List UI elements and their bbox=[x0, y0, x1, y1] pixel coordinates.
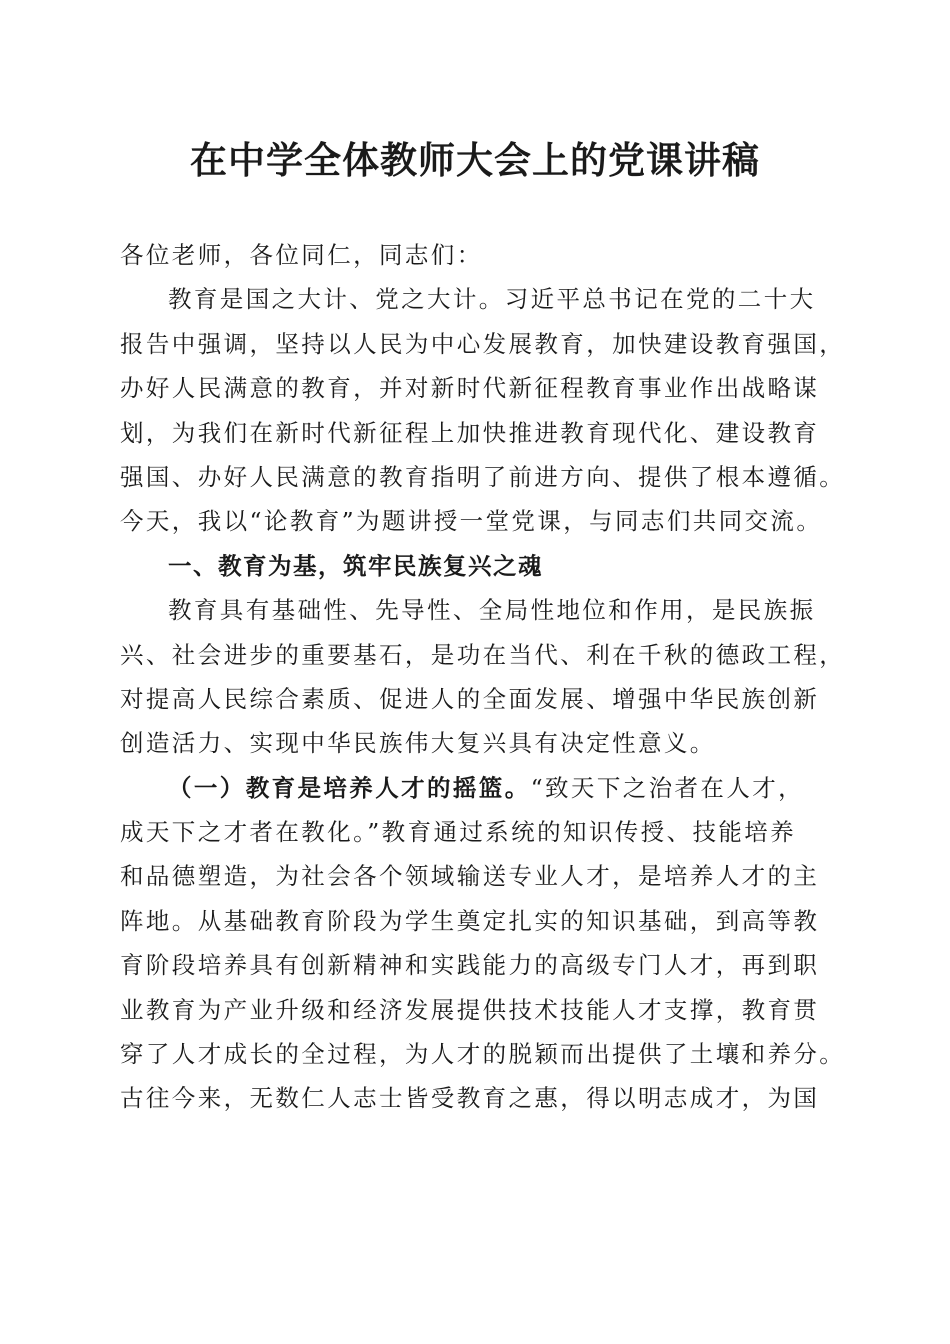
paragraph-line: 穿了人才成长的全过程，为人才的脱颖而出提供了土壤和养分。 bbox=[120, 1040, 846, 1069]
paragraph-line: 教育具有基础性、先导性、全局性地位和作用，是民族振 bbox=[168, 596, 816, 625]
paragraph-line: 育阶段培养具有创新精神和实践能力的高级专门人才，再到职 bbox=[120, 951, 820, 980]
subsection-line bbox=[120, 766, 844, 810]
paragraph-line: 兴、社会进步的重要基石，是功在当代、利在千秋的德政工程， bbox=[120, 640, 846, 669]
subsection-heading: （一）教育是培养人才的摇篮。 bbox=[168, 773, 531, 802]
paragraph-line: 教育是国之大计、党之大计。习近平总书记在党的二十大 bbox=[168, 285, 816, 314]
paragraph-line: 成天下之才者在教化。”教育通过系统的知识传授、技能培养 bbox=[120, 818, 797, 847]
paragraph-line: 业教育为产业升级和经济发展提供技术技能人才支撑，教育贯 bbox=[120, 995, 820, 1024]
paragraph-line: 创造活力、实现中华民族伟大复兴具有决定性意义。 bbox=[120, 729, 716, 758]
section-heading: 一、教育为基，筑牢民族复兴之魂 bbox=[168, 551, 543, 580]
paragraph-line: 和品德塑造，为社会各个领域输送专业人才，是培养人才的主 bbox=[120, 862, 820, 891]
paragraph-line: 今天，我以“论教育”为题讲授一堂党课，与同志们共同交流。 bbox=[120, 507, 823, 536]
paragraph-line: 古往今来，无数仁人志士皆受教育之惠，得以明志成才，为国 bbox=[120, 1084, 820, 1113]
paragraph-line: 报告中强调，坚持以人民为中心发展教育，加快建设教育强国， bbox=[120, 329, 846, 358]
paragraph-line: 办好人民满意的教育，并对新时代新征程教育事业作出战略谋 bbox=[120, 374, 820, 403]
paragraph-line: 强国、办好人民满意的教育指明了前进方向、提供了根本遵循。 bbox=[120, 462, 846, 491]
document-body bbox=[120, 233, 844, 1121]
paragraph-line: 划，为我们在新时代新征程上加快推进教育现代化、建设教育 bbox=[120, 418, 820, 447]
document-title: 在中学全体教师大会上的党课讲稿 bbox=[190, 138, 760, 182]
subsection-quote: “致天下之治者在人才， bbox=[530, 773, 805, 802]
paragraph-line: 对提高人民综合素质、促进人的全面发展、增强中华民族创新 bbox=[120, 684, 820, 713]
paragraph-line: 阵地。从基础教育阶段为学生奠定扎实的知识基础，到高等教 bbox=[120, 906, 820, 935]
salutation: 各位老师，各位同仁，同志们： bbox=[120, 241, 483, 269]
